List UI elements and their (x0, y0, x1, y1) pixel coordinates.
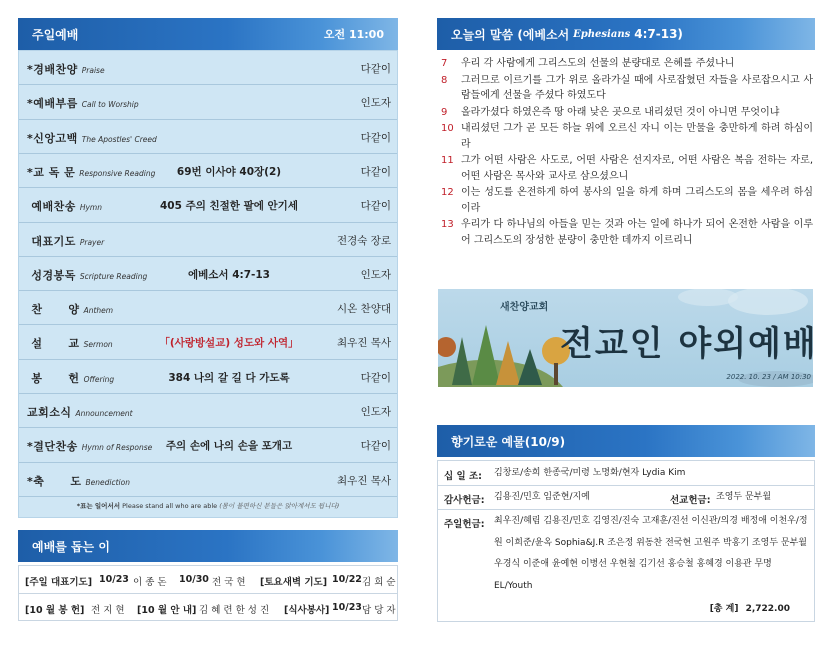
verse-text: 올라가셨다 하였은즉 땅 아래 낮은 곳으로 내리셨던 것이 아니면 무엇이냐 (461, 106, 780, 118)
verse (441, 105, 813, 121)
order-item-label: *축 도 (27, 474, 82, 488)
offering-table (437, 460, 815, 622)
order-item-leader: 다같이 (360, 63, 391, 75)
verse-text: 우리 각 사람에게 그리스도의 선물의 분량대로 은혜를 주셨나니 (461, 58, 735, 69)
order-row (19, 394, 397, 428)
helper-name: 김 희 순 (362, 577, 396, 588)
verse-text: 그가 어떤 사람은 사도로, 어떤 사람은 선지자로, 어떤 사람은 복음 전하는 자로, 어떤 사람은 목사와 교사로 삼으셨으니 (461, 155, 813, 182)
order-item (27, 198, 102, 214)
order-item-leader: 다같이 (360, 165, 391, 178)
order-item-leader: 다같이 (360, 131, 391, 144)
offering-total (710, 601, 790, 614)
order-item (27, 164, 155, 180)
helper-name: 담 당 자 (362, 605, 396, 616)
order-row (19, 360, 397, 394)
sunday-names: 최우진/혜림 김용진/민호 김영진/진숙 고재훈/진선 이신관/의경 배정애 이천우/정원 이희준/윤옥 Sophia&J.R 조은정 위동찬 전국현 고원주 박홍기 조영두 문부월 우경식 이준애 윤예현 이병선 우현철 김기선 홍승철 홍혜경 이용관 무명 EL/Youth (494, 516, 808, 591)
helpers-title: 예배를 돕는 이 (32, 539, 110, 554)
order-row (19, 428, 397, 462)
helper-label: [식사봉사] (284, 605, 330, 616)
sunday-label: 주일헌금: (444, 519, 485, 530)
verse (441, 56, 813, 72)
verse-text: 그러므로 이르기를 그가 위로 올라가실 때에 사로잡혔던 자들을 사로잡으시고 사람들에게 선물을 주셨다 하였도다 (461, 74, 813, 101)
order-row (19, 85, 397, 119)
order-item-detail: 주의 손에 나의 손을 포개고 (165, 440, 293, 453)
tithe-names: 김창로/송희 한종국/미령 노명화/현자 Lydia Kim (494, 468, 686, 478)
order-item-english: Call to Worship (81, 100, 139, 110)
verse (441, 121, 813, 152)
order-item-label: *결단찬송 (27, 440, 78, 454)
order-item-leader: 인도자 (360, 406, 391, 418)
helper-name: 이 종 돈 (133, 577, 167, 588)
helper-name: 전 국 현 (212, 577, 246, 588)
order-row (19, 120, 397, 154)
order-item-label: *예배부름 (27, 97, 78, 111)
worship-order-title: 주일예배 (32, 27, 79, 42)
banner-title: 전교인 야외예배 (560, 324, 818, 364)
order-item-detail: 405 주의 친절한 팔에 안기세 (160, 200, 298, 213)
order-item-label: 성경봉독 (27, 268, 76, 282)
worship-order-table (18, 50, 398, 518)
order-item-english: Announcement (75, 409, 133, 418)
verse-number: 11 (441, 155, 454, 166)
verse-number: 13 (441, 219, 454, 230)
order-item-english: Hymn (79, 203, 102, 213)
verse-number: 7 (441, 58, 448, 69)
order-item-label: 대표기도 (27, 234, 76, 248)
verse (441, 73, 813, 104)
order-row (19, 188, 397, 222)
helpers-table (18, 565, 398, 621)
order-item-detail: 에베소서 4:7-13 (187, 268, 270, 281)
order-item (27, 301, 113, 317)
order-row (19, 463, 397, 497)
order-item-label: *신앙고백 (27, 131, 78, 145)
order-item-detail: 「(사랑방설교) 성도와 사역」 (159, 337, 299, 350)
verse-number: 8 (441, 74, 448, 86)
scripture-title-en: Ephesians (573, 28, 631, 40)
order-item (27, 370, 114, 386)
order-item-leader: 인도자 (360, 97, 391, 110)
order-item-english: The Apostles' Creed (81, 134, 157, 144)
verse (441, 217, 813, 248)
order-item (27, 61, 105, 77)
order-item-english: Benediction (85, 477, 130, 487)
scripture-title-suffix: 4:7-13) (634, 27, 683, 41)
order-item (27, 233, 104, 249)
verse-number: 12 (441, 187, 454, 198)
helper-date: 10/30 (179, 574, 209, 585)
helpers-row (19, 594, 397, 622)
worship-time: 오전 11:00 (323, 28, 384, 41)
verse (441, 185, 813, 216)
verse-text: 우리가 다 하나님의 아들을 믿는 것과 아는 일에 하나가 되어 온전한 사람을 이루어 그리스도의 장성한 분량이 충만한 데까지 이르리니 (461, 219, 813, 246)
helper-label: [10 월 봉 헌] (25, 605, 85, 616)
order-item-english: Offering (83, 374, 115, 384)
order-item-label: 찬 양 (27, 303, 80, 317)
helpers-row (19, 566, 397, 594)
tithe-label: 십 일 조: (444, 471, 482, 482)
order-item-leader: 전경숙 장로 (336, 234, 391, 247)
order-item (27, 404, 133, 420)
order-item-english: Anthem (83, 306, 114, 316)
scripture-header (437, 18, 815, 50)
verse-text: 이는 성도를 온전하게 하여 봉사의 일을 하게 하며 그리스도의 몸을 세우려 하심이라 (461, 187, 813, 214)
order-item-leader: 시온 찬양대 (336, 303, 391, 316)
order-row (19, 257, 397, 291)
helper-label: [10 월 안 내] (137, 605, 197, 616)
helper-date: 10/23 (99, 574, 129, 585)
order-item-english: Hymn of Response (81, 443, 153, 453)
stand-note: *표는 일어서서 Please stand all who are able (몸이 불편하신 분들은 앉아계셔도 됩니다) (76, 502, 340, 510)
order-row (19, 325, 397, 359)
order-item-english: Praise (81, 66, 105, 75)
offering-header (437, 425, 815, 457)
order-item-english: Prayer (79, 237, 105, 247)
banner-date: 2022. 10. 23 / AM 10:30 (726, 373, 811, 381)
order-item-label: *교 독 문 (27, 165, 76, 179)
total-amount: 2,722.00 (745, 604, 790, 614)
order-row (19, 291, 397, 325)
order-row (19, 51, 397, 85)
order-item-detail: 384 나의 갈 길 다 가도록 (168, 371, 290, 384)
order-row (19, 223, 397, 257)
helper-label: [토요새벽 기도] (260, 577, 328, 588)
order-item (27, 473, 130, 489)
order-item-leader: 다같이 (360, 440, 391, 453)
order-item-label: *경배찬양 (27, 63, 78, 76)
order-item (27, 267, 147, 283)
worship-order-header (18, 18, 398, 50)
order-item-label: 봉 헌 (27, 371, 80, 385)
order-item-english: Responsive Reading (79, 168, 156, 178)
total-label: [총 계] (709, 604, 739, 614)
order-row (19, 154, 397, 188)
helper-date: 10/23 (332, 602, 362, 613)
scripture-title-prefix: 오늘의 말씀 (에베소서 (451, 27, 570, 42)
verse (441, 153, 813, 184)
thanks-label: 감사헌금: (444, 495, 485, 506)
verse-number: 9 (441, 106, 448, 118)
order-item-leader: 인도자 (360, 268, 391, 281)
verse-text: 내리셨던 그가 곧 모든 하늘 위에 오르신 자니 이는 만물을 충만하게 하려 하심이라 (461, 123, 813, 150)
scripture-verses (441, 56, 813, 249)
order-item-leader: 최우진 목사 (336, 474, 391, 487)
order-item (27, 335, 113, 351)
order-item-leader: 다같이 (360, 371, 391, 384)
helper-date: 10/22 (332, 574, 362, 585)
mission-label: 선교헌금: (670, 495, 711, 506)
thanks-names: 김용진/민호 임준현/지예 (494, 492, 590, 502)
order-item-label: 예배찬송 (27, 200, 76, 214)
order-item-leader: 다같이 (360, 200, 391, 213)
order-item-label: 설 교 (27, 337, 80, 351)
verse-number: 10 (441, 123, 454, 134)
mission-names: 조영두 문부월 (716, 492, 772, 502)
helper-name: 전 지 현 (91, 605, 125, 616)
order-item-detail: 69번 이사야 40장(2) (176, 165, 282, 178)
order-item-leader: 최우진 목사 (336, 337, 391, 350)
order-item (27, 438, 152, 454)
order-item-label: 교회소식 (27, 406, 72, 419)
helpers-header (18, 530, 398, 562)
order-item-english: Scripture Reading (79, 271, 148, 281)
church-name: 새찬양교회 (500, 302, 549, 313)
order-item (27, 130, 157, 146)
helper-label: [주일 대표기도] (25, 577, 93, 588)
order-item-english: Sermon (83, 340, 113, 350)
order-item (27, 95, 139, 111)
helper-name: 김 혜 련 한 성 진 (199, 605, 270, 616)
offering-title: 향기로운 예물(10/9) (451, 434, 566, 449)
